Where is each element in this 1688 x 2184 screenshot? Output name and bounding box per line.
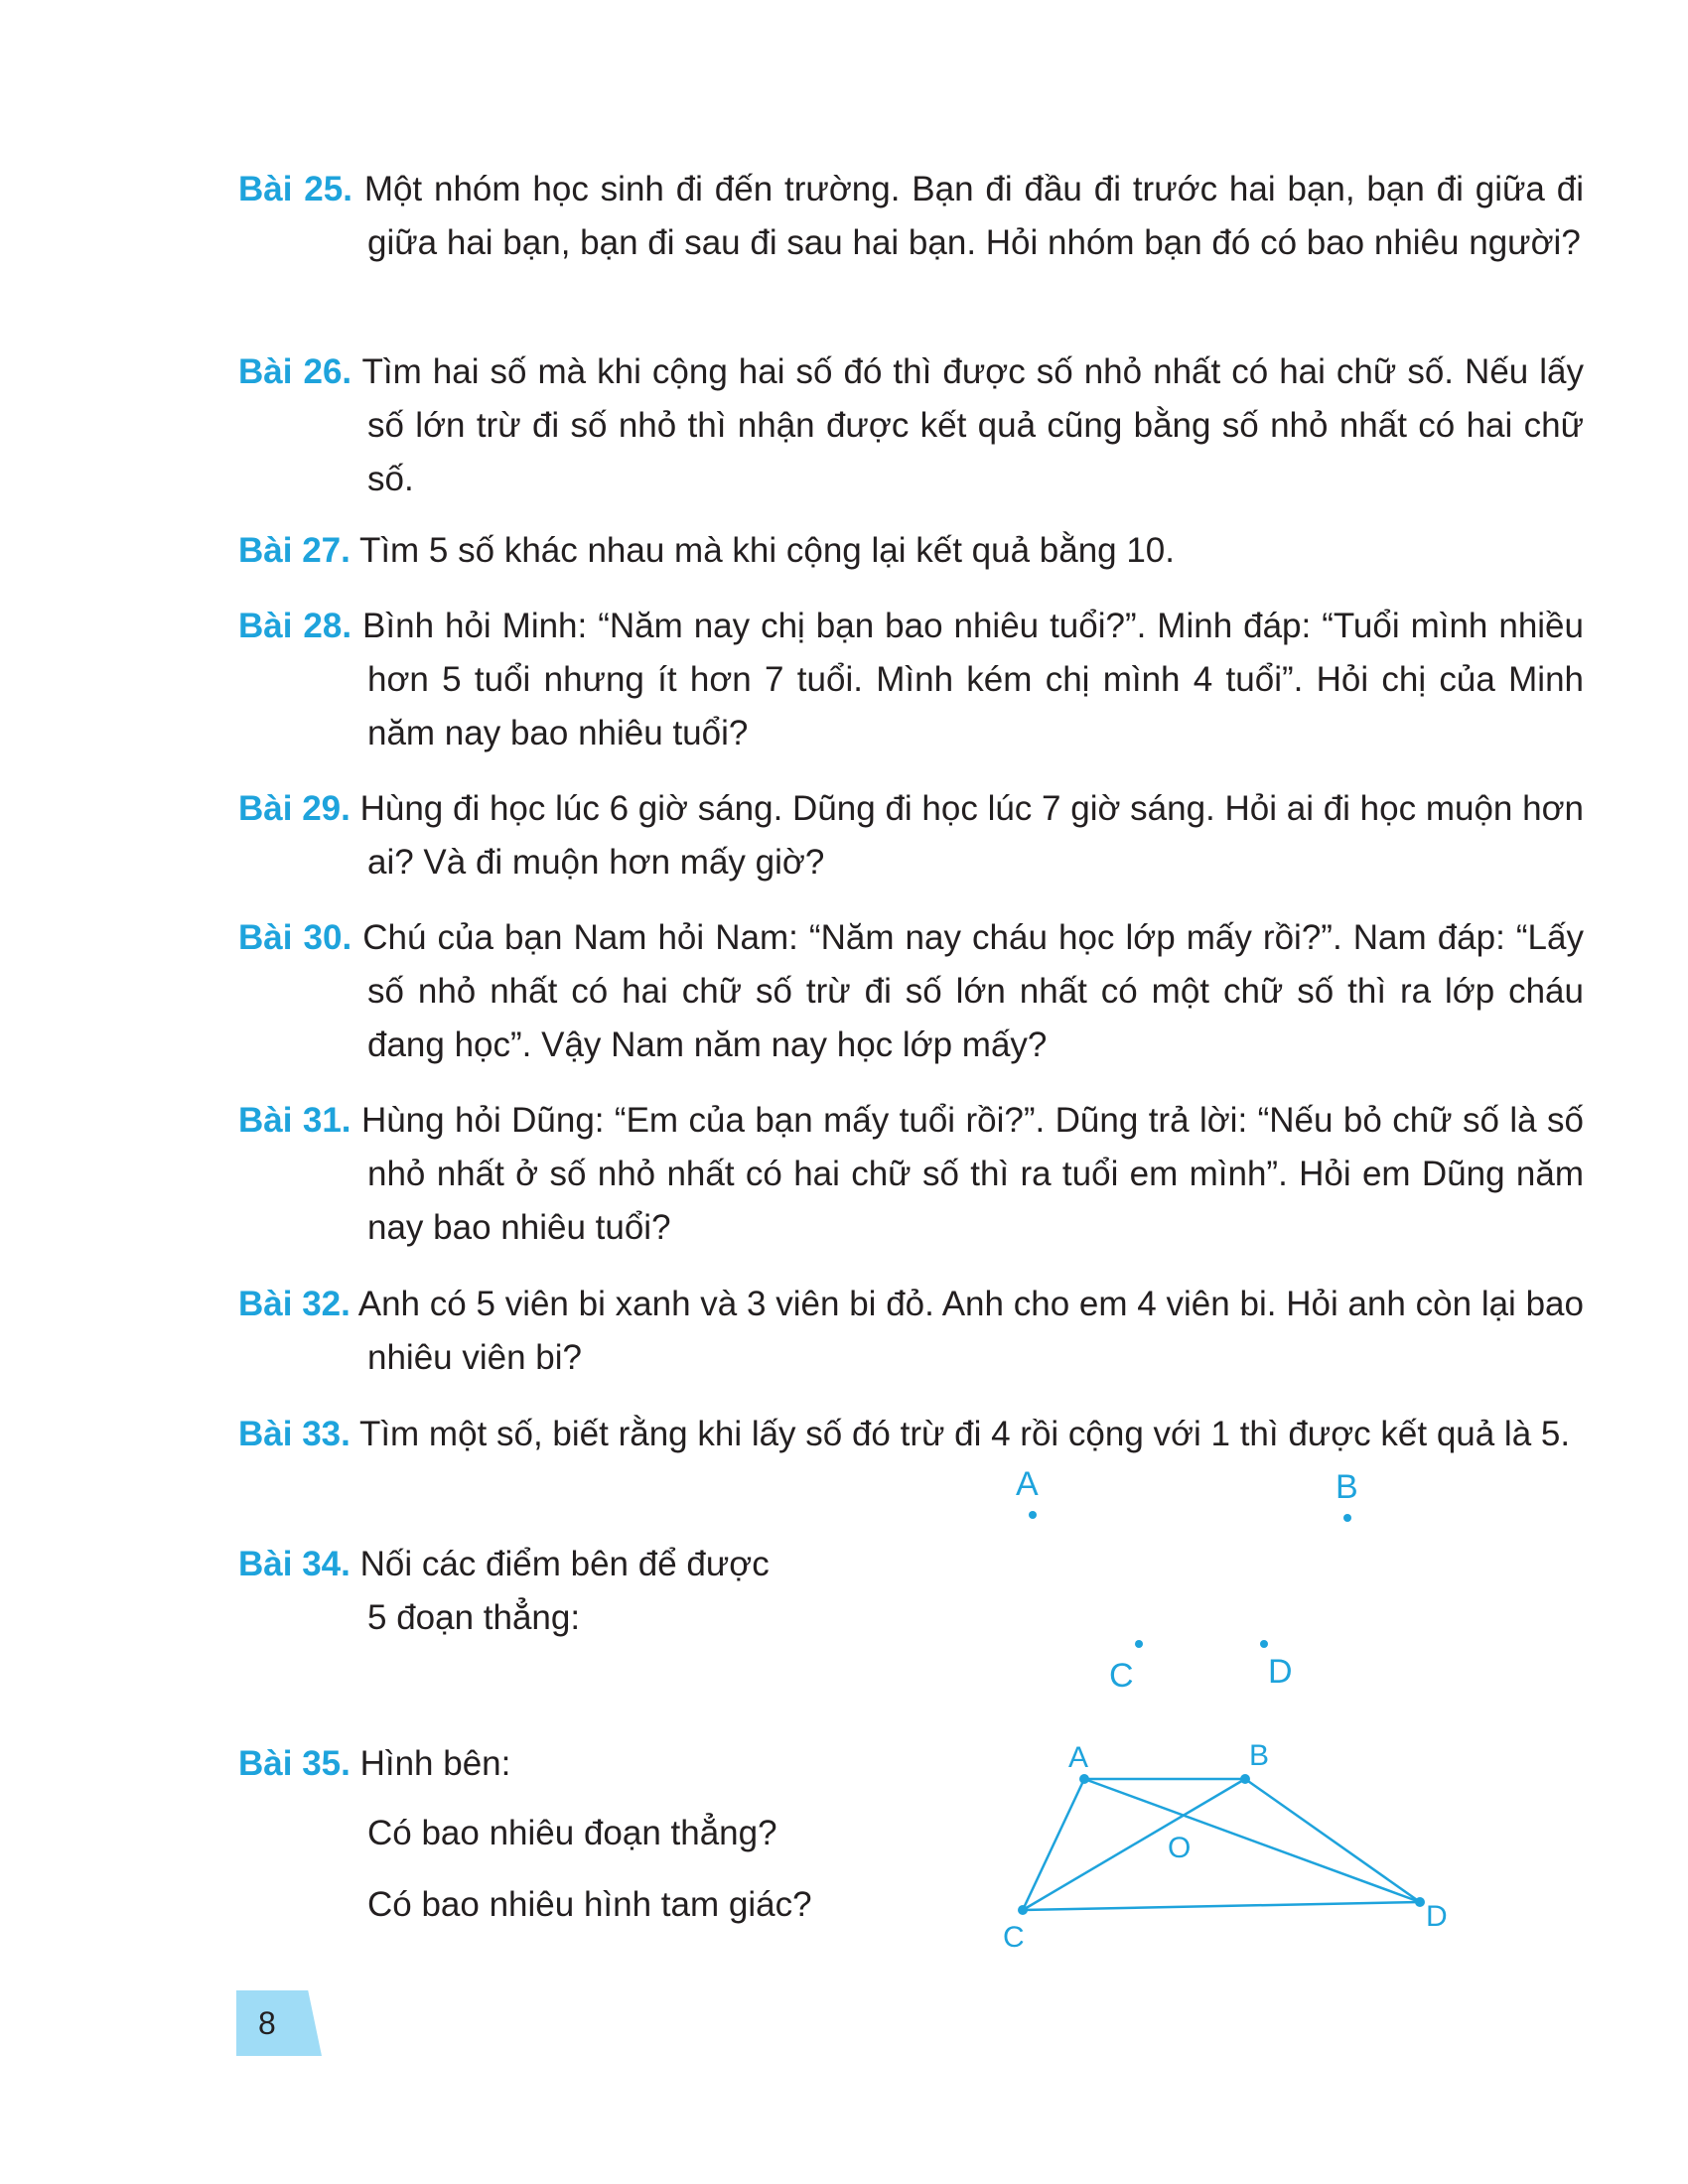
problem-number: Bài 34. (238, 1545, 351, 1583)
problem-31 (238, 1094, 1584, 1255)
problem-33 (238, 1408, 1584, 1461)
problem-28 (238, 600, 1584, 760)
problem-30 (238, 911, 1584, 1072)
vertex-c (1018, 1905, 1028, 1915)
point-label-c: C (1109, 1657, 1134, 1695)
vertex-label-b: B (1249, 1739, 1270, 1772)
problem-text: Anh có 5 viên bi xanh và 3 viên bi đỏ. Anh cho em 4 viên bi. Hỏi anh còn lại bao nhiêu viên bi? (357, 1285, 1584, 1377)
figure-points (983, 1459, 1420, 1707)
problem-text: Hùng đi học lúc 6 giờ sáng. Dũng đi học lúc 7 giờ sáng. Hỏi ai đi học muộn hơn ai? Và đi muộn hơn mấy giờ? (359, 789, 1584, 882)
problem-number: Bài 30. (238, 918, 352, 957)
point-label-b: B (1336, 1468, 1358, 1506)
segment-bd (1245, 1779, 1420, 1902)
problem-number: Bài 29. (238, 789, 351, 828)
problem-35-question-2: Có bao nhiêu hình tam giác? (367, 1885, 812, 1924)
segment-bc (1023, 1779, 1245, 1910)
page-number-tab (236, 1990, 322, 2056)
problem-text: Tìm một số, biết rằng khi lấy số đó trừ đi 4 rồi cộng với 1 thì được kết quả là 5. (358, 1415, 1571, 1453)
problem-number: Bài 33. (238, 1415, 351, 1453)
problem-27 (238, 524, 1584, 578)
point-c (1135, 1640, 1143, 1648)
problem-text: Tìm 5 số khác nhau mà khi cộng lại kết quả bằng 10. (358, 531, 1176, 570)
problem-34-line2: 5 đoạn thẳng: (367, 1598, 581, 1637)
segment-ad (1084, 1779, 1420, 1902)
problem-number: Bài 32. (238, 1285, 351, 1323)
vertex-label-a: A (1068, 1741, 1089, 1774)
vertex-d (1415, 1897, 1425, 1907)
problem-text: Hùng hỏi Dũng: “Em của bạn mấy tuổi rồi?”. Dũng trả lời: “Nếu bỏ chữ số là số nhỏ nhất ở số nhỏ nhất có hai chữ số thì ra tuổi em mình”. Hỏi em Dũng năm nay bao nhiêu tuổi? (360, 1101, 1584, 1247)
point-d (1260, 1640, 1268, 1648)
problem-26 (238, 345, 1584, 506)
problem-text: Hình bên: (359, 1744, 511, 1783)
problem-text: Nối các điểm bên để được (359, 1545, 770, 1583)
problem-text: Một nhóm học sinh đi đến trường. Bạn đi đầu đi trước hai bạn, bạn đi giữa đi giữa hai bạn, bạn đi sau đi sau hai bạn. Hỏi nhóm bạn đó có bao nhiêu người? (363, 170, 1584, 262)
vertex-label-o: O (1168, 1832, 1192, 1864)
figure-segments (1023, 1779, 1420, 1910)
problem-text: Tìm hai số mà khi cộng hai số đó thì được số nhỏ nhất có hai chữ số. Nếu lấy số lớn trừ đi số nhỏ thì nhận được kết quả cũng bằng số nhỏ nhất có hai chữ số. (361, 352, 1584, 498)
figure-trapezoid (993, 1727, 1470, 1966)
problem-number: Bài 25. (238, 170, 352, 208)
problem-34 (238, 1538, 923, 1591)
problem-35 (238, 1737, 923, 1791)
vertex-b (1240, 1774, 1250, 1784)
problem-text: Bình hỏi Minh: “Năm nay chị bạn bao nhiêu tuổi?”. Minh đáp: “Tuổi mình nhiều hơn 5 tuổi nhưng ít hơn 7 tuổi. Mình kém chị mình 4 tuổi”. Hỏi chị của Minh năm nay bao nhiêu tuổi? (362, 607, 1584, 752)
vertex-label-d: D (1426, 1900, 1448, 1933)
problem-number: Bài 31. (238, 1101, 352, 1140)
problem-text: Chú của bạn Nam hỏi Nam: “Năm nay cháu học lớp mấy rồi?”. Nam đáp: “Lấy số nhỏ nhất có hai chữ số trừ đi số lớn nhất có một chữ số thì ra lớp cháu đang học”. Vậy Nam năm nay học lớp mấy? (362, 918, 1584, 1064)
point-a (1029, 1511, 1037, 1519)
problem-number: Bài 26. (238, 352, 352, 391)
vertex-label-c: C (1003, 1921, 1025, 1954)
problem-25 (238, 163, 1584, 270)
problem-number: Bài 28. (238, 607, 352, 645)
problem-35-question-1: Có bao nhiêu đoạn thẳng? (367, 1814, 777, 1852)
problem-number: Bài 35. (238, 1744, 351, 1783)
segment-ac (1023, 1779, 1084, 1910)
problem-number: Bài 27. (238, 531, 351, 570)
problem-29 (238, 782, 1584, 889)
vertex-a (1079, 1774, 1089, 1784)
point-label-a: A (1016, 1465, 1039, 1503)
problem-32 (238, 1278, 1584, 1385)
point-label-d: D (1268, 1653, 1293, 1691)
page-number: 8 (258, 2005, 276, 2041)
point-b (1343, 1514, 1351, 1522)
segment-cd (1023, 1902, 1420, 1910)
